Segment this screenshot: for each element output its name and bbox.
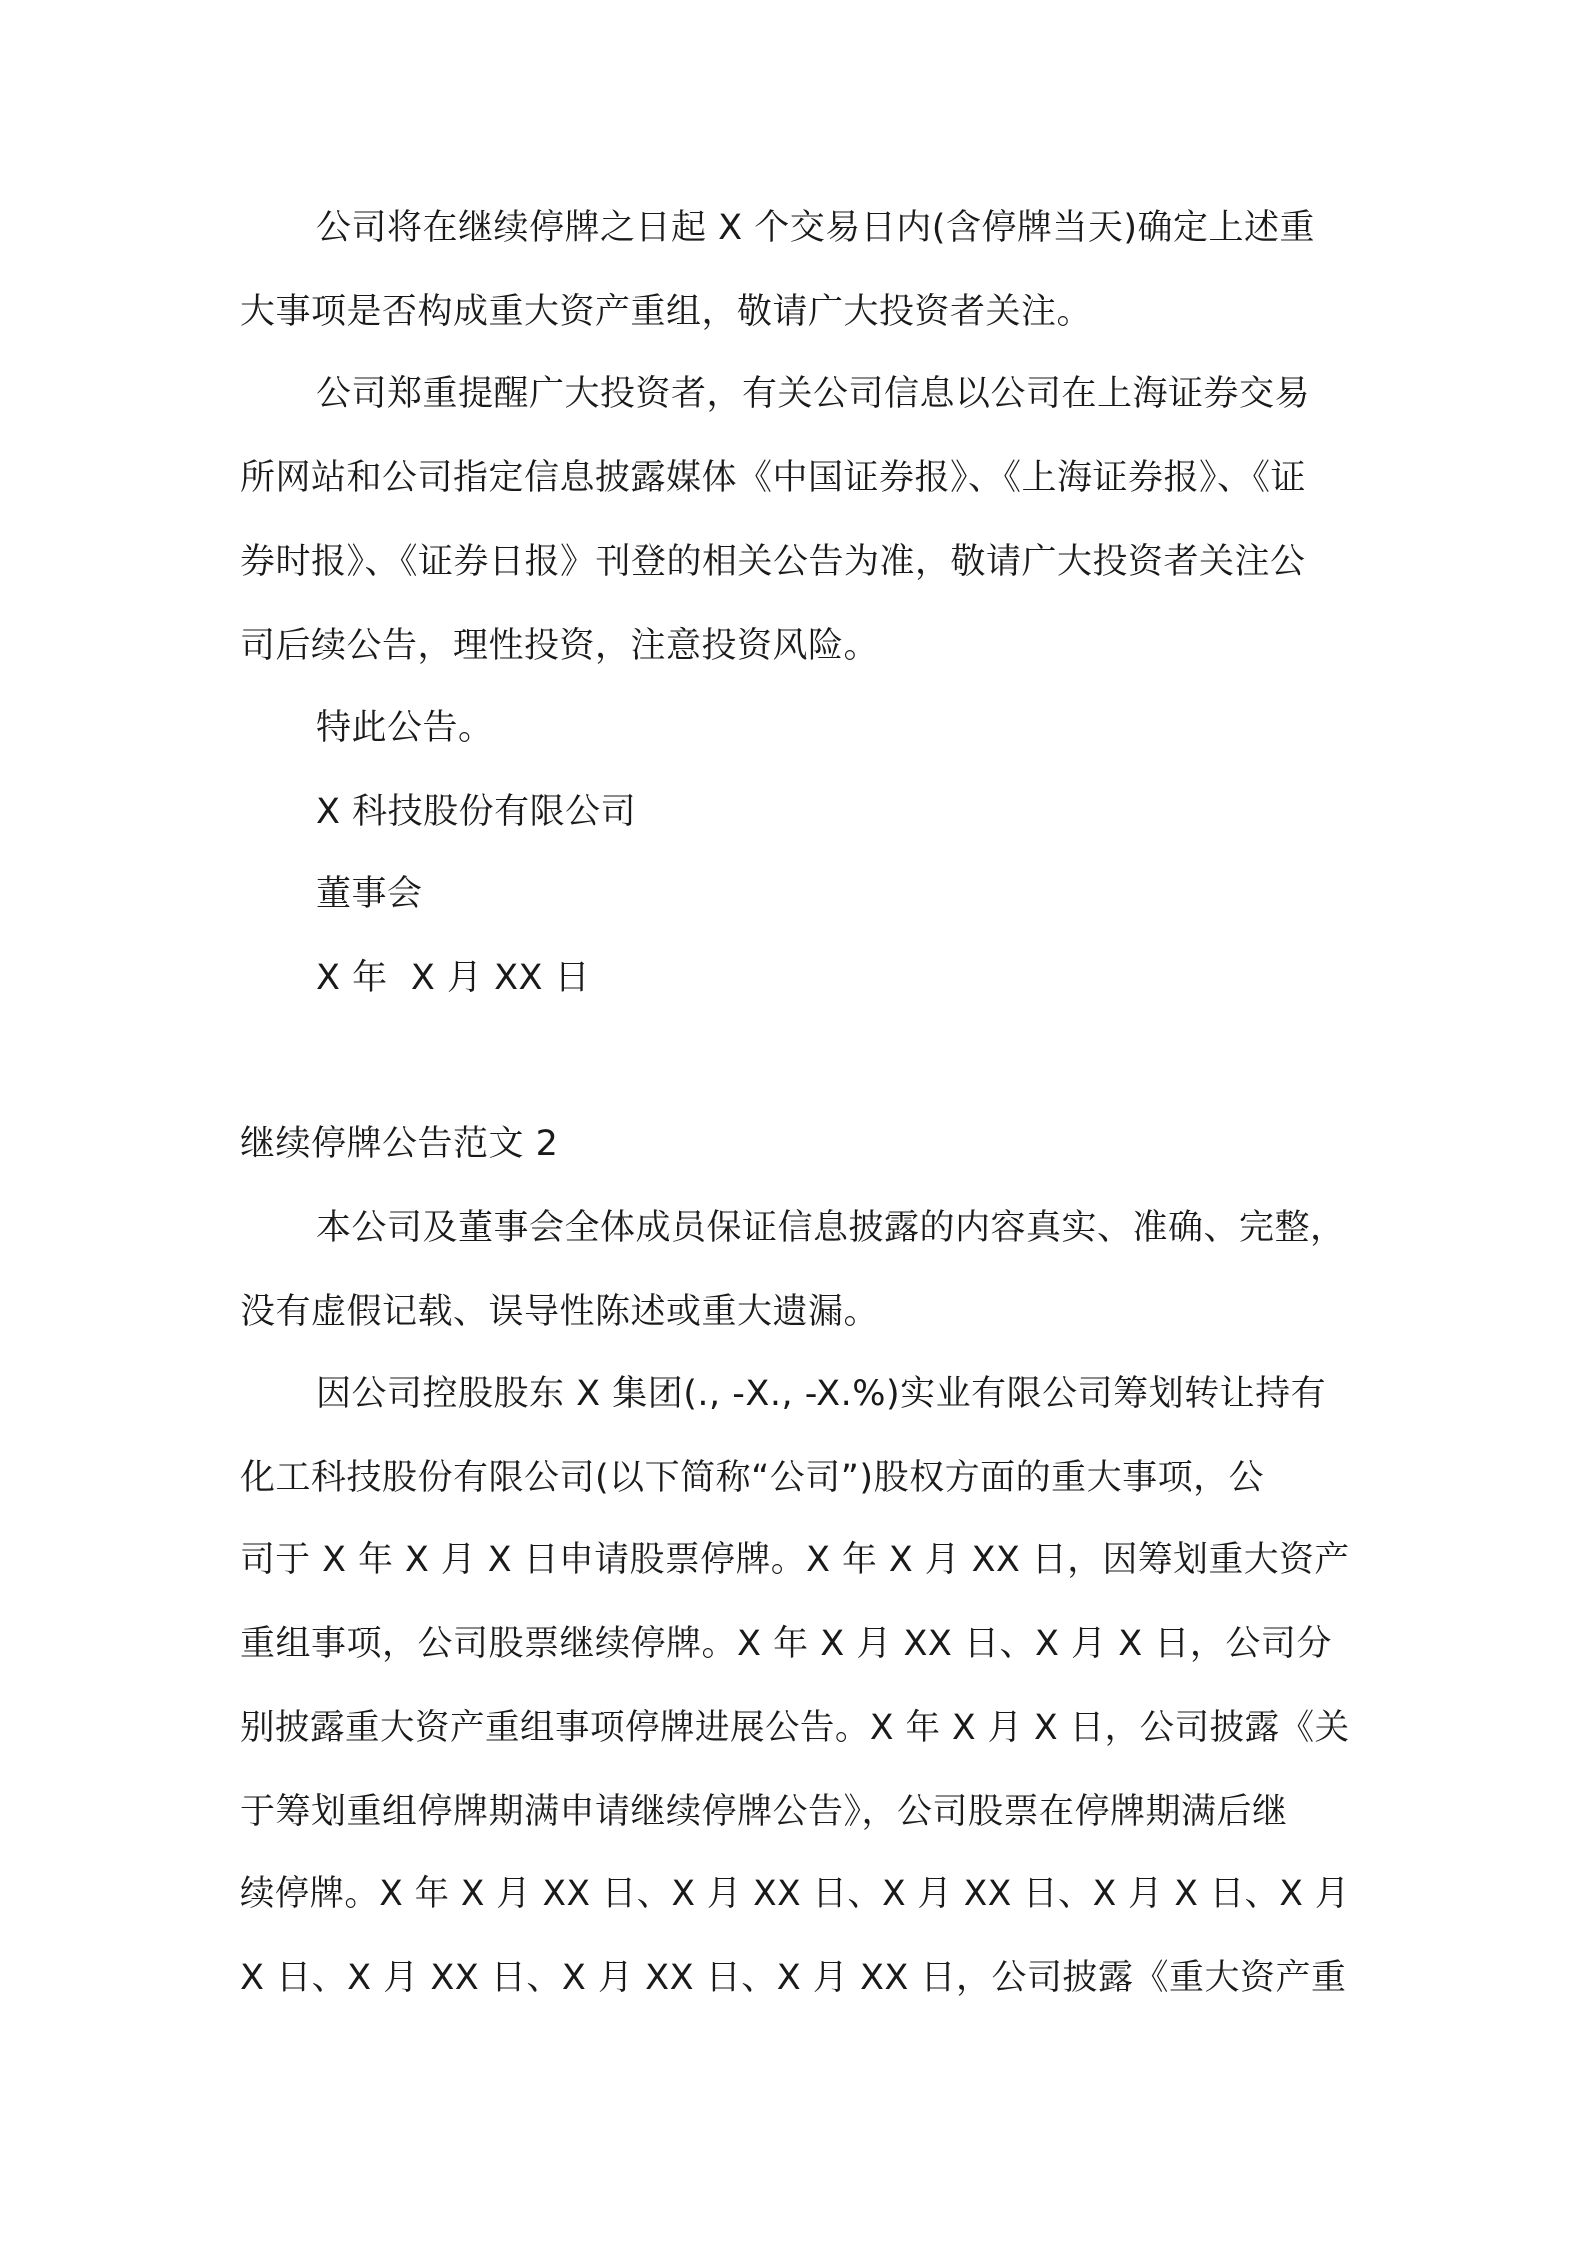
signature-date: X 年 X 月 XX 日 (316, 958, 591, 998)
paragraph-2-line-2: 所网站和公司指定信息披露媒体《中国证券报》、《上海证券报》、《证 (240, 458, 1307, 498)
paragraph-2-line-3: 券时报》、《证券日报》刊登的相关公告为准，敬请广大投资者关注公 (240, 542, 1306, 582)
paragraph-4-line-1: 因公司控股股东 X 集团(., -X., -X.%)实业有限公司筹划转让持有 (316, 1374, 1327, 1414)
paragraph-2-line-4: 司后续公告，理性投资，注意投资风险。 (240, 626, 880, 666)
paragraph-3-line-1: 本公司及董事会全体成员保证信息披露的内容真实、准确、完整， (316, 1208, 1346, 1248)
paragraph-4-line-3: 司于 X 年 X 月 X 日申请股票停牌。X 年 X 月 XX 日，因筹划重大资产 (240, 1540, 1350, 1580)
paragraph-1-line-1: 公司将在继续停牌之日起 X 个交易日内(含停牌当天)确定上述重 (316, 208, 1316, 248)
paragraph-4-line-2: 化工科技股份有限公司(以下简称“公司”)股权方面的重大事项，公 (240, 1458, 1265, 1498)
board-signature: 董事会 (316, 874, 423, 914)
section-title: 继续停牌公告范文 2 (240, 1124, 559, 1164)
paragraph-4-line-7: 续停牌。X 年 X 月 XX 日、X 月 XX 日、X 月 XX 日、X 月 X 日、X 月 (240, 1874, 1350, 1914)
paragraph-2-line-1: 公司郑重提醒广大投资者，有关公司信息以公司在上海证券交易 (316, 374, 1311, 414)
paragraph-4-line-4: 重组事项，公司股票继续停牌。X 年 X 月 XX 日、X 月 X 日，公司分 (240, 1624, 1332, 1664)
paragraph-4-line-6: 于筹划重组停牌期满申请继续停牌公告》，公司股票在停牌期满后继 (240, 1792, 1288, 1832)
paragraph-1-line-2: 大事项是否构成重大资产重组，敬请广大投资者关注。 (240, 292, 1093, 332)
paragraph-4-line-5: 别披露重大资产重组事项停牌进展公告。X 年 X 月 X 日，公司披露《关 (240, 1708, 1350, 1748)
closing-text: 特此公告。 (316, 708, 494, 748)
paragraph-3-line-2: 没有虚假记载、误导性陈述或重大遗漏。 (240, 1292, 880, 1332)
company-name: X 科技股份有限公司 (316, 792, 637, 832)
paragraph-4-line-8: X 日、X 月 XX 日、X 月 XX 日、X 月 XX 日，公司披露《重大资产重 (240, 1958, 1347, 1998)
